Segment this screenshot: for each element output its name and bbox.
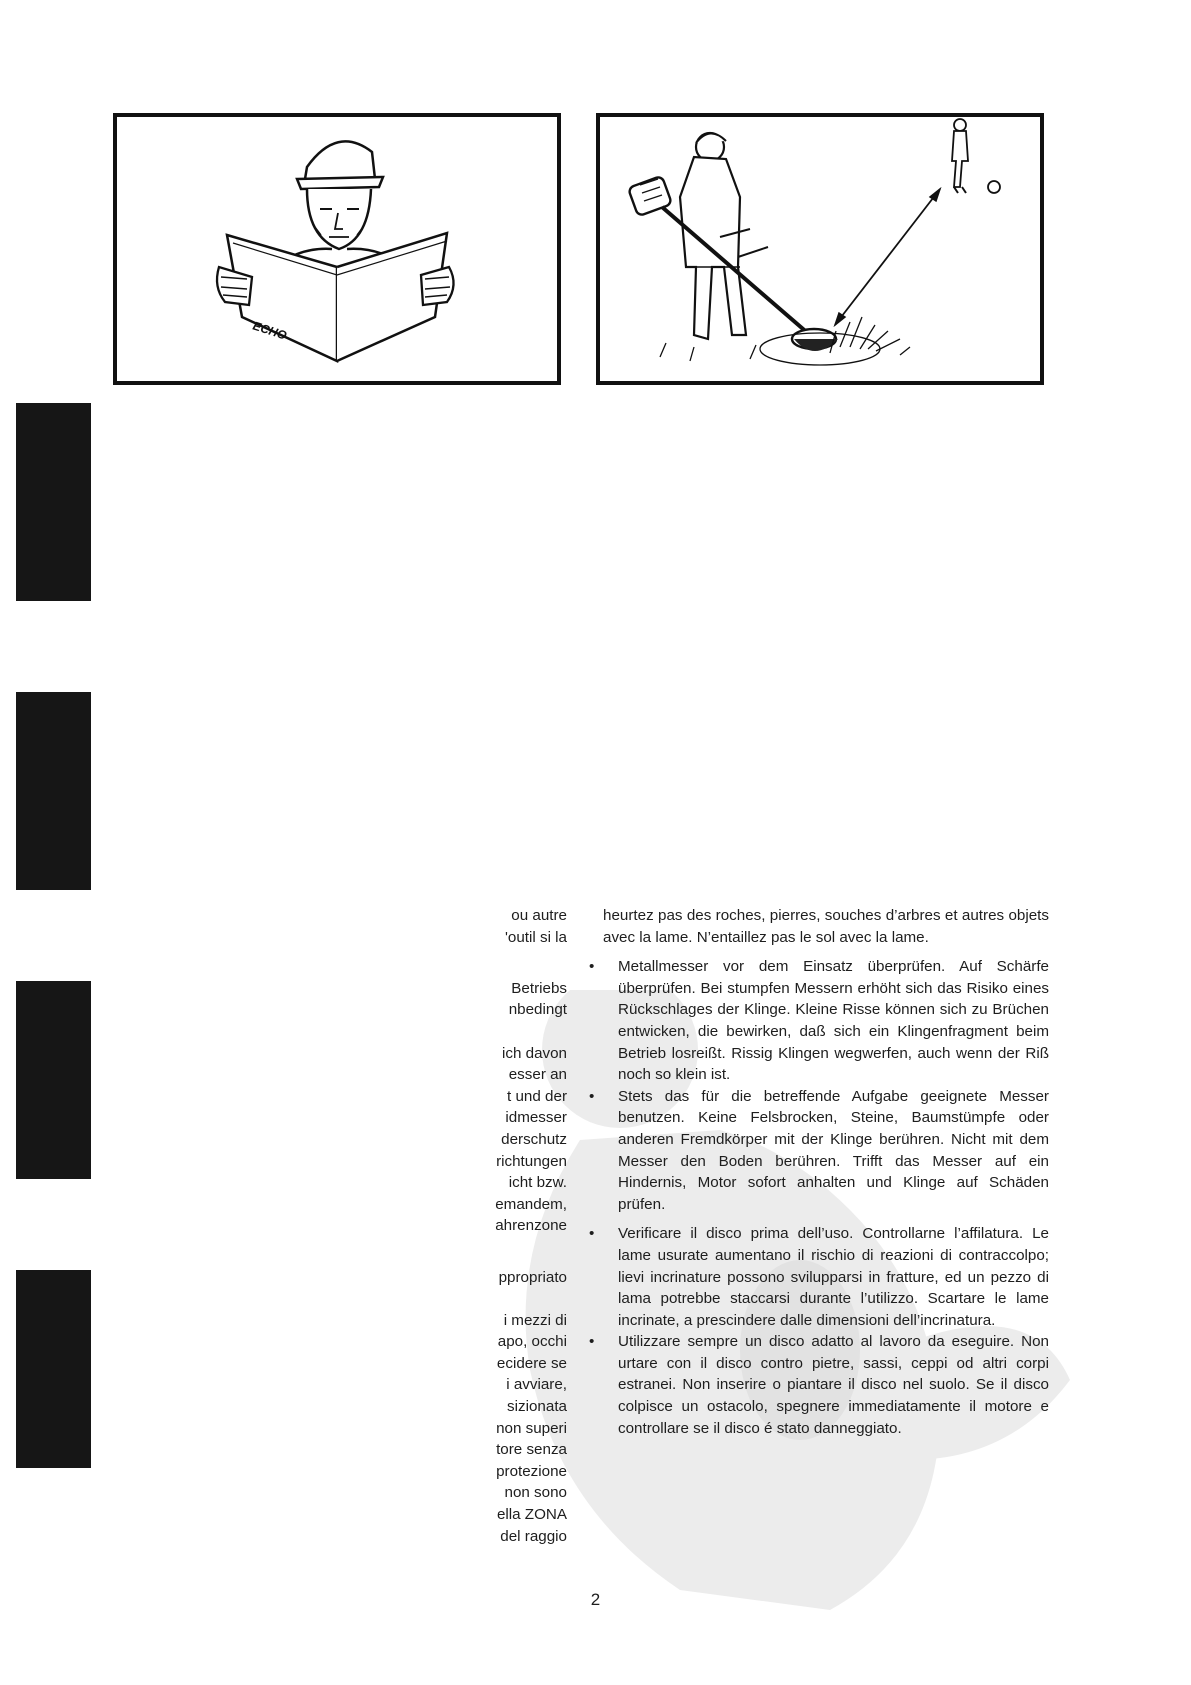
- language-tab-3: [16, 981, 91, 1179]
- text-line: apo, occhi: [497, 1333, 567, 1351]
- text-line: ahrenzone: [495, 1217, 567, 1235]
- language-tab-4: [16, 1270, 91, 1468]
- text-line: i avviare,: [506, 1376, 567, 1394]
- text-line: nbedingt: [508, 1001, 567, 1019]
- text-line: [387, 1021, 567, 1043]
- text-line: richtungen: [496, 1152, 567, 1170]
- text-line: emandem,: [495, 1195, 567, 1213]
- de-bullet: • Metallmesser vor dem Einsatz überprüfen. Auf Schärfe überprüfen. Bei stumpfen Messern erhöht sich das Risiko eines Rückschlages der Klinge. Kleine Risse können sich zu Brüchen entwicken, die bewirken, daß sich ein Klingenfragment beim Betrieb losreißt. Rissig Klingen wegwerfen, auch wenn der Riß noch so klein ist.: [603, 956, 1049, 1086]
- fr-paragraph: heurtez pas des roches, pierres, souches d’arbres et autres objets avec la lame. N’entaillez pas le sol avec la lame.: [603, 907, 1049, 946]
- text-line: Betriebs: [511, 979, 567, 997]
- text-line: [387, 1288, 567, 1310]
- illustration-safe-distance: [596, 113, 1044, 385]
- text-line: del raggio: [500, 1527, 567, 1545]
- text-line: protezione: [496, 1462, 567, 1480]
- language-tab-2: [16, 692, 91, 890]
- text-line: esser an: [508, 1066, 567, 1084]
- text-line: t und der: [507, 1087, 567, 1105]
- brushcutter-operator-image: [600, 117, 1040, 381]
- text-line: [387, 948, 567, 970]
- text-line: non superi: [496, 1419, 567, 1437]
- text-line: [387, 970, 567, 978]
- text-line: ou autre: [511, 907, 567, 924]
- text-line: ppropriato: [498, 1268, 567, 1286]
- it-bullet: • Utilizzare sempre un disco adatto al lavoro da eseguire. Non urtare con il disco contro pietre, sassi, ceppi od altri corpi estranei. Non inserire o piantare il disco nel suolo. Se il disco colpisce un ostacolo, spegnere immediatamente il motore e controllare se il disco é stato danneggiato.: [603, 1331, 1049, 1439]
- text-line: icht bzw.: [508, 1174, 567, 1192]
- text-line: 'outil si la: [505, 928, 567, 946]
- text-line: sizionata: [507, 1398, 567, 1416]
- de-bullet: • Stets das für die betreffende Aufgabe geeignete Messer benutzen. Keine Felsbrocken, Steine, Baumstümpfe oder anderen Fremdkörper mit der Klinge berühren. Nicht mit dem Messer den Boden berühren. Trifft das Messer auf ein Hindernis, Motor sofort anhalten und Klinge auf Schäden prüfen.: [603, 1086, 1049, 1216]
- text-line: [387, 1237, 567, 1259]
- right-column-text: [603, 905, 1049, 1439]
- language-tab-1: [16, 403, 91, 601]
- text-line: [387, 1259, 567, 1267]
- svg-text:ECHO: ECHO: [251, 318, 289, 343]
- text-line: idmesser: [505, 1109, 567, 1127]
- illustration-read-manual: [113, 113, 561, 385]
- page-number: 2: [590, 1590, 601, 1609]
- man-reading-manual-image: [117, 117, 557, 381]
- text-line: tore senza: [496, 1441, 567, 1459]
- text-line: i mezzi di: [503, 1311, 567, 1329]
- text-line: ecidere se: [496, 1354, 567, 1372]
- text-line: derschutz: [501, 1130, 567, 1148]
- left-column-clipped-text: [387, 905, 567, 1547]
- it-bullet: • Verificare il disco prima dell’uso. Controllarne l’affilatura. Le lame usurate aumentano il rischio di reazioni di contraccolpo; lievi incrinature possono svilupparsi in fratture, ed un pezzo di lama potrebbe staccarsi durante l’utilizzo. Scartare le lame incrinate, a prescindere dalle dimensioni dell’incrinatura.: [603, 1223, 1049, 1331]
- text-line: ich davon: [501, 1044, 567, 1062]
- text-line: ella ZONA: [496, 1506, 567, 1524]
- text-line: non sono: [504, 1484, 567, 1502]
